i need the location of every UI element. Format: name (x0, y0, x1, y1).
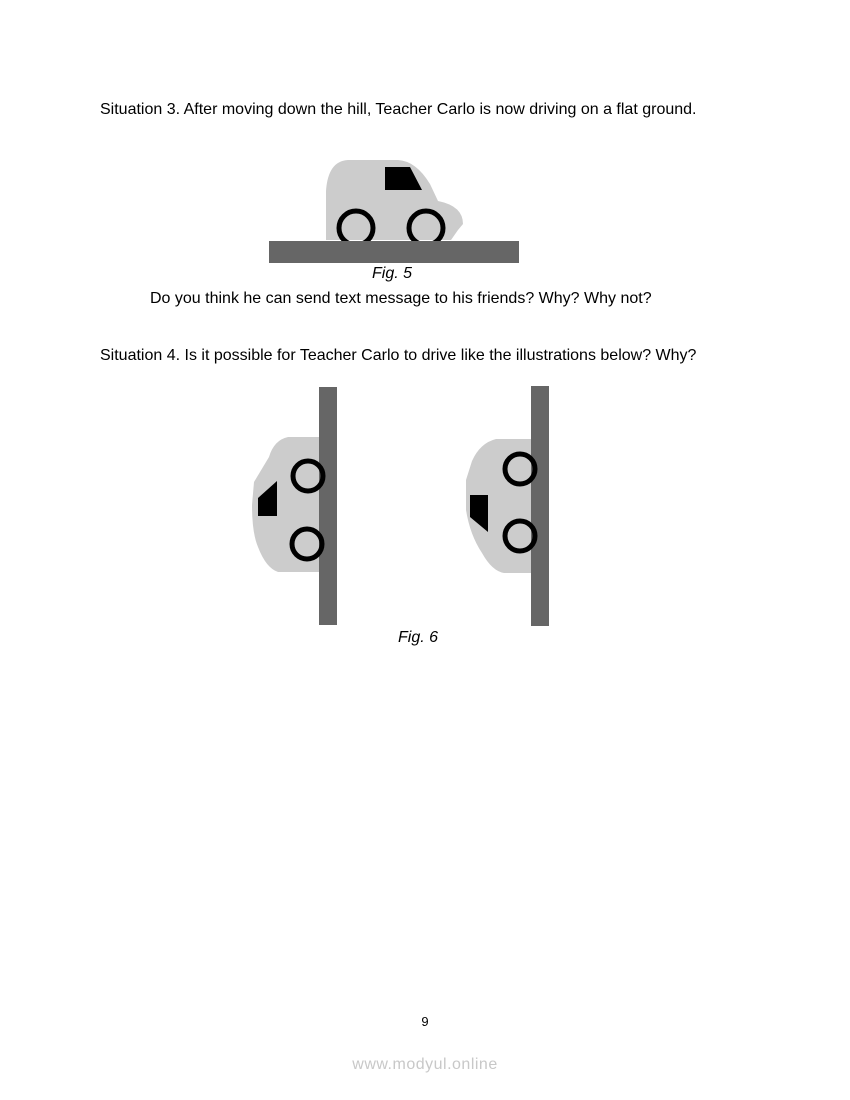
situation-3-question: Do you think he can send text message to his friends? Why? Why not? (150, 290, 652, 307)
figure-5-car-on-flat-ground (268, 158, 522, 266)
figure-6-car-on-right-wall (460, 385, 555, 630)
vertical-wall (531, 386, 549, 626)
situation-3-text: Situation 3. After moving down the hill, Teacher Carlo is now driving on a flat ground. (100, 101, 697, 118)
flat-ground (269, 241, 519, 263)
figure-6-caption: Fig. 6 (398, 629, 439, 646)
watermark: www.modyul.online (352, 1056, 498, 1073)
vertical-wall (319, 387, 337, 625)
situation-4-text: Situation 4. Is it possible for Teacher Carlo to drive like the illustrations below? Why? (100, 347, 697, 364)
figure-5-caption: Fig. 5 (372, 265, 413, 282)
figure-6-car-on-left-wall (248, 385, 343, 630)
page-number: 9 (421, 1014, 429, 1029)
